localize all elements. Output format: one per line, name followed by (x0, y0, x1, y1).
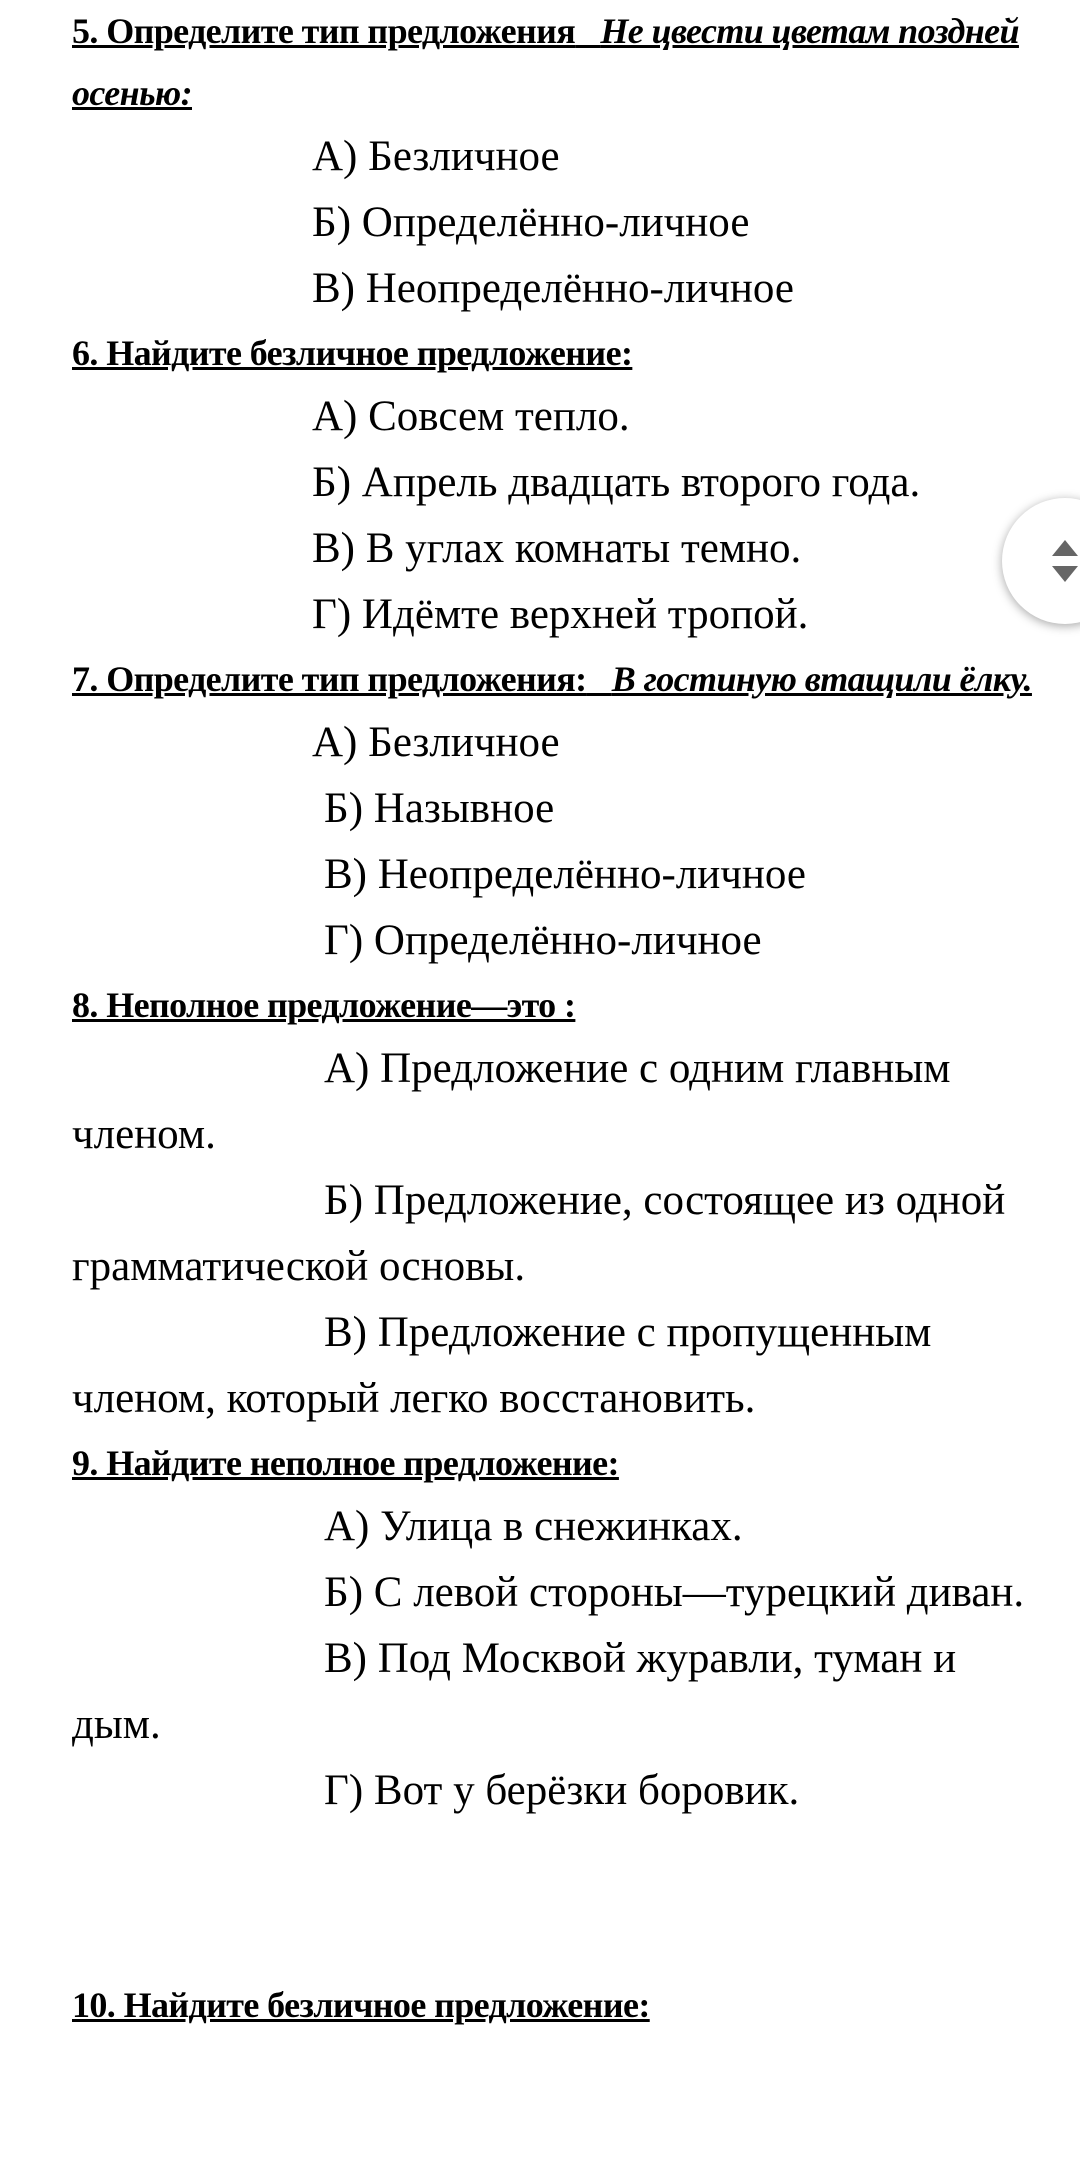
option: В) Предложение с пропущенным членом, который легко восстановить. (72, 1309, 932, 1422)
option: А) Предложение с одним главным членом. (72, 1045, 951, 1158)
option: В) Под Москвой журавли, туман и дым. (72, 1635, 957, 1748)
question-7-title (72, 648, 1032, 710)
option: Б) Предложение, состоящее из одной грамматической основы. (72, 1177, 1006, 1290)
question-title: 5. Определите тип предложения (72, 11, 576, 51)
question-8-title: 8. Неполное предложение—это : (72, 985, 576, 1025)
question-9-title: 9. Найдите неполное предложение: (72, 1443, 619, 1483)
option: Г) Идёмте верхней тропой. (312, 591, 809, 638)
question-example: Не цвести цветам поздней осенью: (72, 11, 1019, 113)
option: А) Совсем тепло. (312, 393, 630, 440)
question-5-title (72, 0, 1032, 124)
question-6-title: 6. Найдите безличное предложение: (72, 333, 633, 373)
option: В) Неопределённо-личное (312, 265, 794, 312)
option: Б) Назывное (324, 785, 555, 832)
triangle-up-icon (1052, 540, 1078, 556)
option: В) Неопределённо-личное (324, 851, 806, 898)
option: В) В углах комнаты темно. (312, 525, 802, 572)
question-example: В гостиную втащили ёлку. (611, 659, 1032, 699)
option: Б) Апрель двадцать второго года. (312, 459, 921, 506)
question-10-title: 10. Найдите безличное предложение: (72, 1985, 650, 2025)
option: А) Безличное (312, 133, 560, 180)
option: А) Безличное (312, 719, 560, 766)
document-page (72, 0, 1032, 2036)
option: Б) С левой стороны—турецкий диван. (324, 1569, 1025, 1616)
option: Б) Определённо-личное (312, 199, 750, 246)
triangle-down-icon (1052, 566, 1078, 582)
option: Г) Определённо-личное (324, 917, 762, 964)
page-break-space (72, 1824, 1032, 1974)
question-title: 7. Определите тип предложения: (72, 659, 587, 699)
option: А) Улица в снежинках. (324, 1503, 743, 1550)
option: Г) Вот у берёзки боровик. (324, 1767, 800, 1814)
